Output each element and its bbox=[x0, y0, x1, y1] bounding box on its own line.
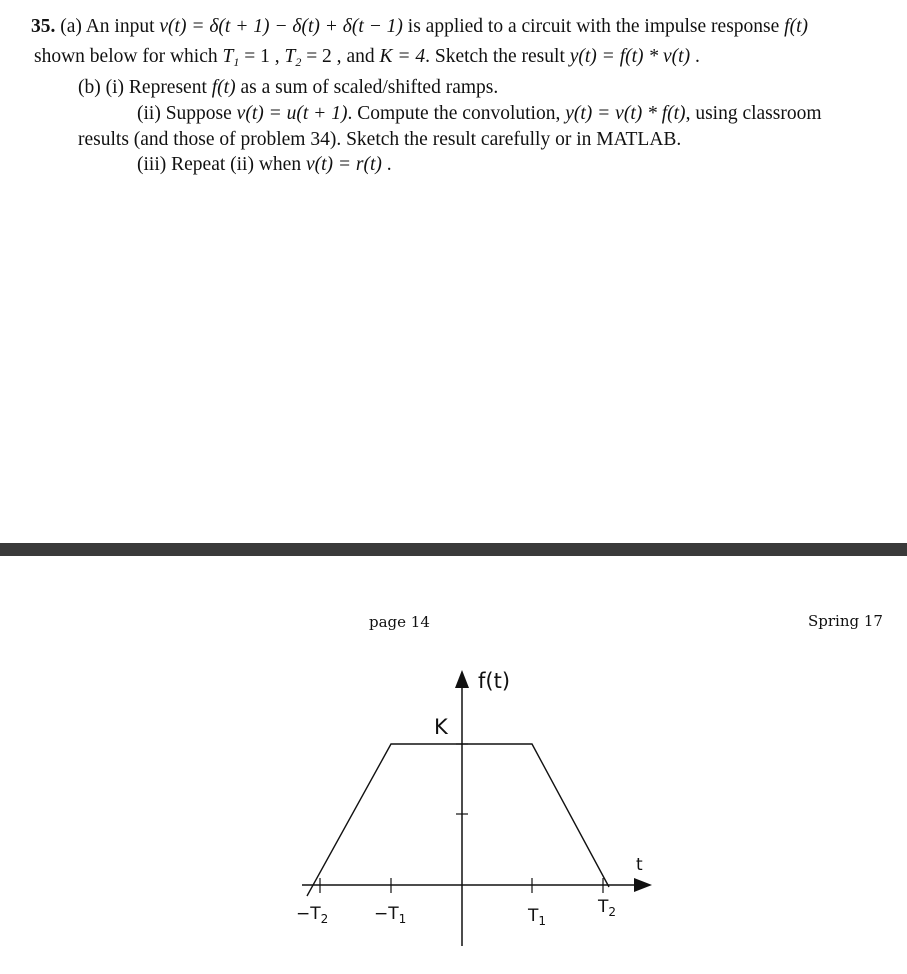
part-b-i bbox=[78, 76, 498, 100]
text-segment: Repeat (ii) when bbox=[171, 154, 302, 175]
math-result-expression: y(t) = f(t) * v(t) bbox=[569, 46, 691, 67]
math-K: K = 4 bbox=[379, 46, 426, 67]
text-segment: shown below for which bbox=[34, 46, 218, 67]
math-convolution: y(t) = v(t) * f(t) bbox=[565, 103, 686, 124]
math-step-input: v(t) = u(t + 1) bbox=[236, 103, 348, 124]
text-segment: is applied to a circuit with the impulse response bbox=[407, 16, 780, 37]
part-b-iii bbox=[137, 153, 392, 177]
term-label: Spring 17 bbox=[808, 612, 883, 630]
text-segment: as a sum of scaled/shifted ramps. bbox=[240, 77, 499, 98]
tick-label-neg-T1: $-T_1$ bbox=[374, 904, 407, 926]
math-ramp-input: v(t) = r(t) bbox=[305, 154, 382, 175]
part-a-label: (a) bbox=[60, 16, 82, 37]
x-axis-arrow-icon bbox=[634, 878, 652, 892]
tick-label-neg-T2: $-T_2$ bbox=[296, 904, 329, 926]
y-axis-arrow-icon bbox=[455, 670, 469, 688]
text-segment: and bbox=[346, 46, 375, 67]
x-axis-label: t bbox=[636, 855, 643, 875]
problem-number: 35. bbox=[31, 16, 56, 37]
part-b-ii-label: (ii) bbox=[137, 103, 161, 124]
text-segment: . bbox=[386, 154, 392, 175]
part-b-ii-continuation: results (and those of problem 34). Sketch the result carefully or in MATLAB. bbox=[78, 129, 682, 150]
tick-label-T1: $T_1$ bbox=[528, 906, 547, 928]
part-b-i-label: (i) bbox=[105, 77, 125, 98]
math-T1: $T_1$ bbox=[222, 46, 240, 69]
impulse-response-figure bbox=[0, 556, 907, 974]
height-label-K: K bbox=[434, 715, 448, 739]
page-divider bbox=[0, 543, 907, 556]
tick-label-T2: $T_2$ bbox=[598, 897, 617, 919]
math-T1-value: = 1 , bbox=[239, 46, 280, 67]
part-b-label: (b) bbox=[78, 77, 101, 98]
text-segment: . bbox=[694, 46, 700, 67]
problem-line-1 bbox=[31, 15, 808, 39]
part-b-ii bbox=[137, 102, 822, 126]
trapezoid-curve bbox=[307, 744, 609, 896]
math-input-expression: v(t) = δ(t + 1) − δ(t) + δ(t − 1) bbox=[159, 16, 403, 37]
text-segment: , using classroom bbox=[685, 103, 822, 124]
text-segment: Suppose bbox=[165, 103, 232, 124]
y-axis-label: f(t) bbox=[478, 669, 511, 693]
math-T2-value: = 2 , bbox=[301, 46, 342, 67]
page-number: page 14 bbox=[369, 613, 430, 631]
math-f: f(t) bbox=[211, 77, 236, 98]
text-segment: Represent bbox=[128, 77, 207, 98]
figure-page bbox=[0, 556, 907, 974]
problem-line-2 bbox=[34, 45, 700, 69]
math-impulse-response: f(t) bbox=[784, 16, 808, 37]
text-segment: . Compute the convolution, bbox=[347, 103, 561, 124]
math-T2: $T_2$ bbox=[284, 46, 302, 69]
text-segment: . Sketch the result bbox=[425, 46, 565, 67]
part-b-iii-label: (iii) bbox=[137, 154, 167, 175]
text-segment: An input bbox=[85, 16, 155, 37]
